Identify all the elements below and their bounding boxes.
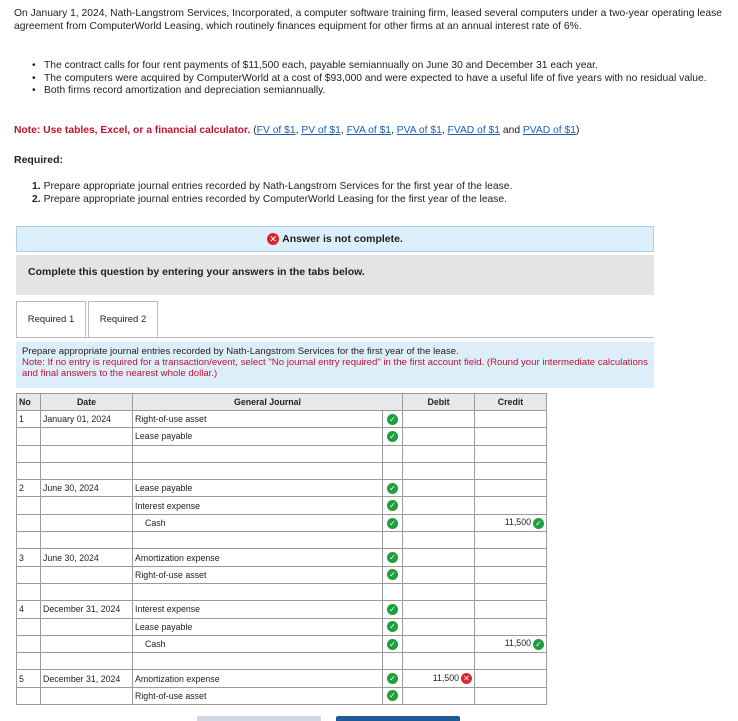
col-date: Date: [41, 394, 133, 411]
debit-input[interactable]: [403, 566, 475, 583]
error-icon: ✕: [461, 673, 472, 684]
link-fv[interactable]: FV of $1: [256, 125, 296, 136]
check-icon: ✓: [533, 518, 544, 529]
error-icon: ✕: [267, 233, 279, 245]
credit-input[interactable]: [475, 462, 547, 479]
journal-table: [16, 393, 547, 705]
complete-prompt: Complete this question by entering your answers in the tabs below.: [16, 255, 654, 295]
check-icon: ✓: [387, 414, 398, 425]
debit-input[interactable]: [403, 532, 475, 549]
col-general-journal: General Journal: [133, 394, 403, 411]
credit-input[interactable]: [475, 497, 547, 514]
date-field[interactable]: January 01, 2024: [41, 411, 133, 428]
tab-required-2[interactable]: Required 2: [88, 301, 158, 338]
note-line: Note: Use tables, Excel, or a financial calculator. (FV of $1, PV of $1, FVA of $1, PVA of $1, FVAD of $1 and PVAD of $1): [14, 125, 580, 136]
table-row: [17, 428, 547, 445]
check-icon: ✓: [387, 690, 398, 701]
table-row: 1 January 01, 2024 Right-of-use asset ✓: [17, 411, 547, 428]
table-row: [17, 462, 547, 479]
bullet-item: • The contract calls for four rent payments of $11,500 each, payable semiannually on June 30 and December 31 each year.: [32, 60, 722, 73]
col-no: No: [17, 394, 41, 411]
bullet-item: • Both firms record amortization and depreciation semiannually.: [32, 85, 722, 98]
check-icon: ✓: [387, 621, 398, 632]
table-row: 4 December 31, 2024 Interest expense ✓: [17, 601, 547, 618]
account-field[interactable]: [133, 583, 383, 600]
check-icon: ✓: [387, 639, 398, 650]
check-icon: ✓: [387, 569, 398, 580]
table-row: [17, 687, 547, 704]
table-row: [17, 635, 547, 652]
credit-input[interactable]: [475, 670, 547, 687]
table-row: 5 December 31, 2024 Amortization expense ✓ 11,500 ✕: [17, 670, 547, 687]
account-field[interactable]: Lease payable: [133, 618, 383, 635]
debit-input[interactable]: [403, 583, 475, 600]
table-row: [17, 514, 547, 531]
col-credit: Credit: [475, 394, 547, 411]
credit-input[interactable]: [475, 532, 547, 549]
credit-input[interactable]: [475, 566, 547, 583]
credit-input[interactable]: [475, 445, 547, 462]
debit-input[interactable]: [403, 549, 475, 566]
credit-input[interactable]: 11,500 ✓: [475, 635, 547, 652]
credit-input[interactable]: [475, 549, 547, 566]
next-button[interactable]: [336, 716, 460, 721]
check-icon: ✓: [387, 673, 398, 684]
tab-required-1[interactable]: Required 1: [16, 301, 86, 338]
instructions-main: Prepare appropriate journal entries recorded by Nath-Langstrom Services for the first year of the lease.: [22, 346, 459, 357]
debit-input[interactable]: [403, 428, 475, 445]
debit-input[interactable]: [403, 411, 475, 428]
check-icon: ✓: [387, 552, 398, 563]
check-icon: ✓: [387, 483, 398, 494]
debit-input[interactable]: [403, 462, 475, 479]
credit-input[interactable]: [475, 411, 547, 428]
required-heading: Required:: [14, 154, 64, 166]
status-banner: [16, 226, 654, 252]
credit-input[interactable]: [475, 653, 547, 670]
bullet-item: • The computers were acquired by ComputerWorld at a cost of $93,000 and were expected to have a useful life of five years with no residual value.: [32, 73, 722, 86]
table-header-row: [17, 394, 547, 411]
account-field[interactable]: Cash: [133, 635, 383, 652]
required-list: [32, 180, 512, 206]
problem-intro: On January 1, 2024, Nath-Langstrom Services, Incorporated, a computer software training firm, leased several computers under a two-year operating lease agreement from ComputerWorld Leasing, which routinely finances equipment for other firms at an annual interest rate of 6%.: [14, 8, 722, 32]
table-row: [17, 445, 547, 462]
account-field[interactable]: Cash: [133, 514, 383, 531]
account-field[interactable]: Amortization expense: [133, 549, 383, 566]
table-row: 2 June 30, 2024 Lease payable ✓: [17, 480, 547, 497]
debit-input[interactable]: [403, 635, 475, 652]
table-row: 3 June 30, 2024 Amortization expense ✓: [17, 549, 547, 566]
debit-input[interactable]: [403, 601, 475, 618]
account-field[interactable]: Interest expense: [133, 601, 383, 618]
debit-input[interactable]: [403, 445, 475, 462]
tab-divider: [16, 337, 654, 338]
banner-text: Answer is not complete.: [282, 233, 403, 245]
credit-input[interactable]: [475, 601, 547, 618]
account-field[interactable]: [133, 445, 383, 462]
check-icon: ✓: [387, 431, 398, 442]
credit-input[interactable]: [475, 583, 547, 600]
table-row: [17, 566, 547, 583]
check-icon: ✓: [387, 500, 398, 511]
credit-input[interactable]: 11,500 ✓: [475, 514, 547, 531]
link-fvad[interactable]: FVAD of $1: [447, 125, 501, 136]
table-row: [17, 653, 547, 670]
credit-input[interactable]: [475, 480, 547, 497]
account-field[interactable]: Amortization expense: [133, 670, 383, 687]
check-icon: ✓: [387, 518, 398, 529]
date-field[interactable]: June 30, 2024: [41, 480, 133, 497]
account-field[interactable]: Lease payable: [133, 428, 383, 445]
link-pv[interactable]: PV of $1: [301, 125, 341, 136]
debit-input[interactable]: [403, 618, 475, 635]
debit-input[interactable]: [403, 687, 475, 704]
prev-button[interactable]: [197, 716, 321, 721]
date-field[interactable]: June 30, 2024: [41, 549, 133, 566]
link-fva[interactable]: FVA of $1: [346, 125, 392, 136]
problem-bullets: [32, 60, 722, 98]
account-field[interactable]: Interest expense: [133, 497, 383, 514]
date-field[interactable]: December 31, 2024: [41, 670, 133, 687]
account-field[interactable]: Lease payable: [133, 480, 383, 497]
debit-input[interactable]: [403, 514, 475, 531]
debit-input[interactable]: [403, 497, 475, 514]
date-field[interactable]: December 31, 2024: [41, 601, 133, 618]
instructions-box: [16, 342, 654, 388]
check-icon: ✓: [387, 604, 398, 615]
credit-input[interactable]: [475, 687, 547, 704]
table-row: [17, 583, 547, 600]
account-field[interactable]: [133, 532, 383, 549]
link-pvad[interactable]: PVAD of $1: [522, 125, 576, 136]
debit-input[interactable]: 11,500 ✕: [403, 670, 475, 687]
account-field[interactable]: [133, 462, 383, 479]
table-row: [17, 618, 547, 635]
account-field[interactable]: Right-of-use asset: [133, 566, 383, 583]
debit-input[interactable]: [403, 480, 475, 497]
account-field[interactable]: Right-of-use asset: [133, 687, 383, 704]
link-pva[interactable]: PVA of $1: [396, 125, 442, 136]
col-debit: Debit: [403, 394, 475, 411]
credit-input[interactable]: [475, 428, 547, 445]
required-item: 2. Prepare appropriate journal entries recorded by ComputerWorld Leasing for the first year of the lease.: [32, 194, 508, 205]
check-icon: ✓: [533, 639, 544, 650]
note-label: Note: Use tables, Excel, or a financial calculator.: [14, 125, 251, 136]
required-item: 1. Prepare appropriate journal entries recorded by Nath-Langstrom Services for the first year of the lease.: [32, 181, 513, 192]
table-row: [17, 532, 547, 549]
credit-input[interactable]: [475, 618, 547, 635]
instructions-note: Note: If no entry is required for a transaction/event, select "No journal entry required" in the first account field. (Round your intermediate calculations and final answers to the nearest whole dollar.): [22, 357, 648, 379]
account-field[interactable]: [133, 653, 383, 670]
debit-input[interactable]: [403, 653, 475, 670]
table-row: [17, 497, 547, 514]
account-field[interactable]: Right-of-use asset: [133, 411, 383, 428]
